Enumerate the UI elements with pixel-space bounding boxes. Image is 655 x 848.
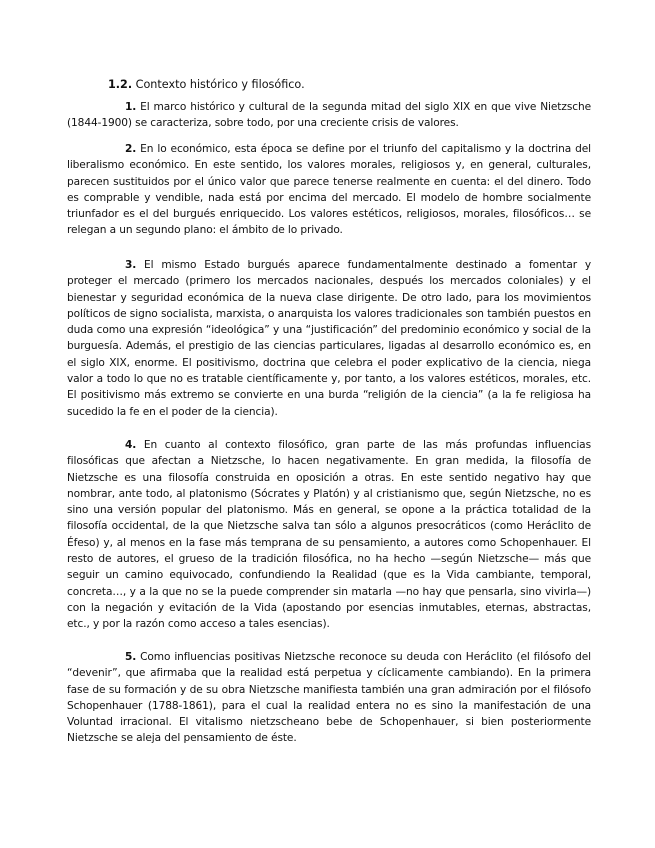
paragraph-3 <box>67 257 591 420</box>
paragraph-text: El marco histórico y cultural de la segunda mitad del siglo XIX en que vive Nietzsche (1844-1900) se caracteriza, sobre todo, por una creciente crisis de valores. <box>67 101 591 130</box>
paragraph-number: 2. <box>125 143 137 155</box>
section-number: 1.2. <box>108 78 133 91</box>
paragraph-number: 4. <box>125 439 137 451</box>
paragraph-text: En cuanto al contexto filosófico, gran parte de las más profundas influencias filosóficas que afectan a Nietzsche, lo hacen negativamente. En gran medida, la filosofía de Nietzsche es una filosofía construida en oposición a otras. En este sentido negativo hay que nombrar, ante todo, al platonismo (Sócrates y Platón) y al cristianismo que, según Nietzsche, no es sino una versión popular del platonismo. Más en general, se opone a la práctica totalidad de la filosofía occidental, de la que Nietzsche salva tan sólo a algunos presocráticos (como Heráclito de Éfeso) y, al menos en la fase más temprana de su pensamiento, a autores como Schopenhauer. El resto de autores, el grueso de la tradición filosófica, no ha hecho —según Nietzsche— más que seguir un camino equivocado, confundiendo la Realidad (que es la Vida cambiante, temporal, concreta…, y a la que no se la puede comprender sin matarla —no hay que pensarla, sino vivirla—) con la negación y evitación de la Vida (apostando por esencias inmutables, eternas, abstractas, etc., y por la razón como acceso a tales esencias). <box>67 439 591 631</box>
paragraph-2 <box>67 141 591 239</box>
paragraph-number: 5. <box>125 651 137 663</box>
paragraph-text: En lo económico, esta época se define por el triunfo del capitalismo y la doctrina del liberalismo económico. En este sentido, los valores morales, religiosos y, en general, culturales, parecen sustituidos por el único valor que parece tenerse realmente en cuenta: el del dinero. Todo es comprable y vendible, nada está por encima del mercado. El modelo de hombre socialmente triunfador es el del burgués enriquecido. Los valores estéticos, religiosos, morales, filosóficos… se relegan a un segundo plano: el ámbito de lo privado. <box>67 143 591 237</box>
paragraph-1 <box>67 99 591 132</box>
paragraph-5 <box>67 649 591 747</box>
section-heading <box>108 77 305 93</box>
section-title-text: Contexto histórico y filosófico. <box>132 78 305 91</box>
paragraph-number: 1. <box>125 101 137 113</box>
paragraph-number: 3. <box>125 259 137 271</box>
paragraph-text: El mismo Estado burgués aparece fundamentalmente destinado a fomentar y proteger el mercado (primero los mercados nacionales, después los mercados coloniales) y el bienestar y seguridad económica de la nueva clase dirigente. De otro lado, para los movimientos políticos de signo socialista, marxista, o anarquista los valores tradicionales son también puestos en duda como una expresión “ideológica” y una “justificación” del predominio económico y social de la burguesía. Además, el prestigio de las ciencias particulares, ligadas al desarrollo económico es, en el siglo XIX, enorme. El positivismo, doctrina que celebra el poder explicativo de la ciencia, niega valor a todo lo que no es tratable científicamente y, por tanto, a los valores estéticos, morales, etc. El positivismo más extremo se convierte en una burda “religión de la ciencia” (a la fe religiosa ha sucedido la fe en el poder de la ciencia). <box>67 259 591 418</box>
paragraph-text: Como influencias positivas Nietzsche reconoce su deuda con Heráclito (el filósofo del “devenir”, que afirmaba que la realidad está perpetua y cíclicamente cambiando). En la primera fase de su formación y de su obra Nietzsche manifiesta también una gran admiración por el filósofo Schopenhauer (1788-1861), para el cual la realidad entera no es sino la manifestación de una Voluntad irracional. El vitalismo nietzscheano bebe de Schopenhauer, si bien posteriormente Nietzsche se aleja del pensamiento de éste. <box>67 651 591 745</box>
paragraph-4 <box>67 437 591 633</box>
